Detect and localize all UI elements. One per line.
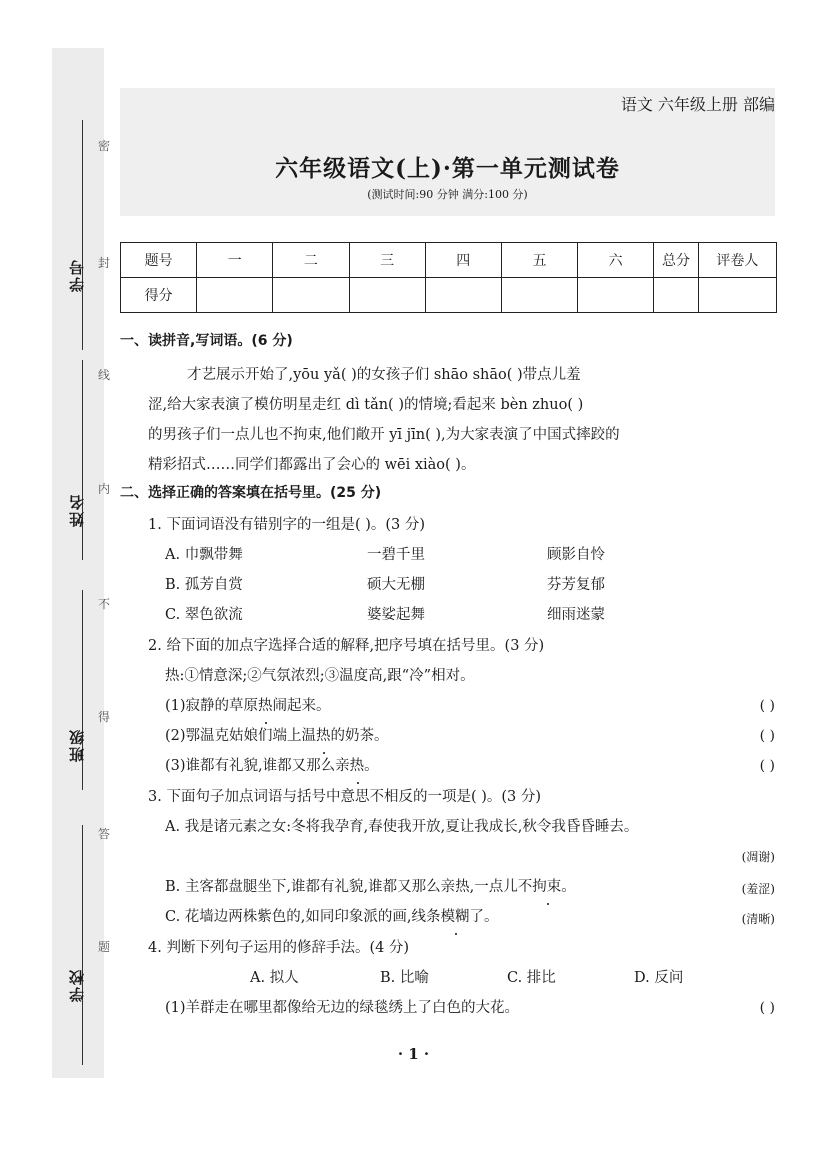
score-cell[interactable] bbox=[578, 278, 654, 313]
s1-line: 才艺展示开始了,yōu yǎ( )的女孩子们 shāo shāo( )带点儿羞 bbox=[187, 367, 581, 383]
text: 了。 bbox=[469, 909, 499, 925]
dotted-word: 模糊 bbox=[441, 902, 470, 932]
seal-char: 得 bbox=[98, 710, 111, 724]
page-title: 六年级语文(上)·第一单元测试卷 bbox=[275, 155, 620, 182]
section-1-title: 一、读拼音,写词语。(6 分) bbox=[120, 333, 293, 349]
margin-line bbox=[82, 360, 83, 560]
text: C. 花墙边两株紫色的,如同印象派的画,线条 bbox=[165, 909, 441, 925]
text: 的奶茶。 bbox=[330, 728, 389, 744]
q4-option: D. 反问 bbox=[634, 970, 684, 986]
q2-meanings: 热:①情意深;②气氛浓烈;③温度高,跟“冷”相对。 bbox=[165, 668, 475, 684]
dotted-word: 拘束 bbox=[532, 872, 561, 902]
q4-item: (1)羊群走在哪里都像给无边的绿毯绣上了白色的大花。 bbox=[165, 1000, 520, 1016]
table-cell: 二 bbox=[273, 243, 349, 278]
table-cell: 一 bbox=[197, 243, 273, 278]
q2-stem: 2. 给下面的加点字选择合适的解释,把序号填在括号里。(3 分) bbox=[148, 638, 545, 654]
q3-option-a: A. 我是诸元素之女:冬将我孕育,春使我开放,夏让我成长,秋令我昏昏睡去。 bbox=[165, 819, 639, 835]
q1-option: 婆娑起舞 bbox=[367, 607, 425, 623]
s1-line: 精彩招式……同学们都露出了会心的 wēi xiào( )。 bbox=[148, 457, 476, 473]
table-cell: 评卷人 bbox=[698, 243, 776, 278]
label-school: 学校 bbox=[68, 968, 86, 1002]
seal-char: 答 bbox=[98, 827, 111, 841]
seal-char: 密 bbox=[98, 139, 111, 153]
q4-option: A. 拟人 bbox=[250, 970, 299, 986]
score-table-score-row bbox=[121, 278, 777, 313]
section-2-title: 二、选择正确的答案填在括号里。(25 分) bbox=[120, 485, 382, 501]
q3-note: (凋谢) bbox=[741, 850, 775, 864]
text: (2)鄂温克姑娘们端上温 bbox=[165, 728, 317, 744]
seal-char: 封 bbox=[98, 256, 111, 270]
q3-option-c bbox=[165, 902, 499, 932]
q2-item bbox=[165, 721, 389, 751]
text: 闹起来。 bbox=[272, 698, 331, 714]
q3-note: (清晰) bbox=[741, 912, 775, 926]
q1-option: C. 翠色欲流 bbox=[165, 607, 243, 623]
s1-line: 涩,给大家表演了模仿明星走红 dì tǎn( )的情境;看起来 bèn zhuo( ) bbox=[148, 397, 584, 413]
binding-margin bbox=[52, 48, 104, 1078]
seal-char: 线 bbox=[98, 368, 111, 382]
table-cell: 三 bbox=[349, 243, 425, 278]
table-cell: 总分 bbox=[654, 243, 699, 278]
score-cell[interactable] bbox=[349, 278, 425, 313]
score-cell[interactable] bbox=[197, 278, 273, 313]
seal-char: 不 bbox=[98, 597, 111, 611]
q4-option: B. 比喻 bbox=[380, 970, 429, 986]
page-number: · 1 · bbox=[397, 1045, 430, 1063]
test-info: (测试时间:90 分钟 满分:100 分) bbox=[367, 188, 528, 201]
table-cell: 四 bbox=[425, 243, 501, 278]
answer-paren[interactable]: ( ) bbox=[759, 1000, 775, 1016]
label-student-id: 学号 bbox=[68, 258, 86, 292]
margin-line bbox=[82, 120, 83, 350]
answer-paren[interactable]: ( ) bbox=[759, 698, 775, 714]
dotted-char: 热 bbox=[350, 751, 365, 781]
text: (1)寂静的草原 bbox=[165, 698, 259, 714]
q1-option: 细雨迷蒙 bbox=[547, 607, 605, 623]
margin-line bbox=[82, 825, 83, 1065]
q3-stem: 3. 下面句子加点词语与括号中意思不相反的一项是( )。(3 分) bbox=[148, 789, 542, 805]
text: (3)谁都有礼貌,谁都又那么亲 bbox=[165, 758, 350, 774]
q1-option: 硕大无棚 bbox=[367, 577, 425, 593]
score-cell[interactable] bbox=[501, 278, 577, 313]
dotted-char: 热 bbox=[316, 721, 331, 751]
q2-item bbox=[165, 691, 331, 721]
seal-char: 题 bbox=[98, 940, 111, 954]
text: 。 bbox=[561, 879, 576, 895]
q1-option: 顾影自怜 bbox=[547, 547, 605, 563]
q3-note: (羞涩) bbox=[741, 882, 775, 896]
table-cell: 六 bbox=[578, 243, 654, 278]
table-cell: 题号 bbox=[121, 243, 197, 278]
q1-option: B. 孤芳自赏 bbox=[165, 577, 243, 593]
q1-stem: 1. 下面词语没有错别字的一组是( )。(3 分) bbox=[148, 517, 426, 533]
subject-label: 语文 六年级上册 部编 bbox=[620, 95, 775, 114]
q4-stem: 4. 判断下列句子运用的修辞手法。(4 分) bbox=[148, 940, 410, 956]
q2-item bbox=[165, 751, 379, 781]
q1-option: A. 巾飘带舞 bbox=[165, 547, 243, 563]
s1-line: 的男孩子们一点儿也不拘束,他们敞开 yī jīn( ),为大家表演了中国式摔跤的 bbox=[148, 427, 620, 443]
table-cell: 得分 bbox=[121, 278, 197, 313]
dotted-char: 热 bbox=[258, 691, 273, 721]
answer-paren[interactable]: ( ) bbox=[759, 758, 775, 774]
seal-char: 内 bbox=[98, 482, 111, 496]
text: 。 bbox=[364, 758, 379, 774]
score-table bbox=[120, 242, 777, 313]
answer-paren[interactable]: ( ) bbox=[759, 728, 775, 744]
q3-option-b bbox=[165, 872, 576, 902]
score-cell[interactable] bbox=[425, 278, 501, 313]
q4-option: C. 排比 bbox=[507, 970, 556, 986]
q1-option: 芬芳复郁 bbox=[547, 577, 605, 593]
q1-option: 一碧千里 bbox=[367, 547, 425, 563]
label-name: 姓名 bbox=[68, 493, 86, 527]
label-class: 班级 bbox=[68, 728, 86, 762]
table-cell: 五 bbox=[501, 243, 577, 278]
text: B. 主客都盘腿坐下,谁都有礼貌,谁都又那么亲热,一点儿不 bbox=[165, 879, 533, 895]
score-table-header-row bbox=[121, 243, 777, 278]
score-cell[interactable] bbox=[654, 278, 699, 313]
score-cell[interactable] bbox=[698, 278, 776, 313]
score-cell[interactable] bbox=[273, 278, 349, 313]
